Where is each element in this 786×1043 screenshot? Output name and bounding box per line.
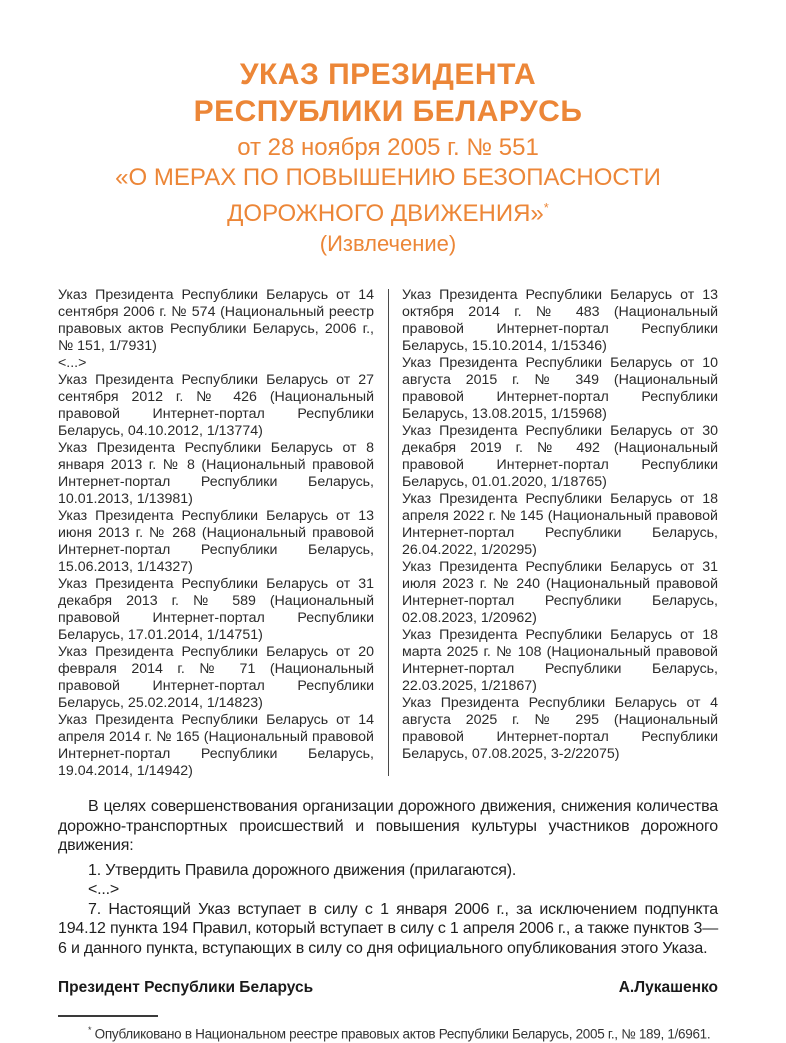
amendment-entry: Указ Президента Республики Беларусь от 18 марта 2025 г. № 108 (Национальный правовой Интернет-портал Республики Беларусь, 22.03.2025, 1/21867) [402, 627, 718, 694]
extraction-label: (Извлечение) [319, 231, 457, 256]
amendment-entry: Указ Президента Республики Беларусь от 30 декабря 2019 г. № 492 (Национальный правовой Интернет-портал Республики Беларусь, 01.01.2020, 1/18765) [402, 423, 718, 490]
amendment-entry: Указ Президента Республики Беларусь от 8 января 2013 г. № 8 (Национальный правовой Интернет-портал Республики Беларусь, 10.01.2013, 1/13981) [58, 440, 374, 507]
amendments-section [58, 287, 718, 780]
footnote-area [58, 1015, 718, 1043]
document-title-line1: УКАЗ ПРЕЗИДЕНТА [239, 58, 537, 91]
amendment-entry: Указ Президента Республики Беларусь от 13 октября 2014 г. № 483 (Национальный правовой Интернет-портал Республики Беларусь, 15.10.2014, 1/15346) [402, 287, 718, 354]
footnote-text-body: Опубликовано в Национальном реестре правовых актов Республики Беларусь, 2005 г., № 189, 1/6961. [94, 1026, 711, 1042]
signature-row [58, 979, 718, 997]
footnote-text-marker: * [88, 1025, 92, 1035]
amendment-entry: Указ Президента Республики Беларусь от 4 августа 2025 г. № 295 (Национальный правовой Интернет-портал Республики Беларусь, 07.08.2025, 3-2/22075) [402, 695, 718, 762]
amendment-entry: Указ Президента Республики Беларусь от 31 декабря 2013 г. № 589 (Национальный правовой Интернет-портал Республики Беларусь, 17.01.2014, 1/14751) [58, 576, 374, 643]
document-subject-line1: «О МЕРАХ ПО ПОВЫШЕНИЮ БЕЗОПАСНОСТИ [115, 164, 661, 191]
signature-title: Президент Республики Беларусь [58, 979, 314, 996]
omission-mark: <...> [58, 355, 87, 371]
footnote-marker: * [543, 200, 549, 215]
decree-body [58, 797, 718, 958]
body-paragraph: В целях совершенствования организации дорожного движения, снижения количества дорожно-транспортных происшествий и повышения культуры участников дорожного движения: [58, 798, 718, 854]
omission-mark: <...> [88, 881, 120, 898]
document-subject-text: ДОРОЖНОГО ДВИЖЕНИЯ» [227, 200, 544, 227]
amendment-entry: Указ Президента Республики Беларусь от 20 февраля 2014 г. № 71 (Национальный правовой Интернет-портал Республики Беларусь, 25.02.2014, 1/14823) [58, 644, 374, 711]
signature-name: А.Лукашенко [618, 979, 718, 996]
amendments-left-column [58, 287, 374, 780]
document-subject-line2 [58, 193, 718, 229]
body-paragraph: 1. Утвердить Правила дорожного движения (прилагаются). [88, 861, 517, 879]
amendment-entry: Указ Президента Республики Беларусь от 14 апреля 2014 г. № 165 (Национальный правовой Интернет-портал Республики Беларусь, 19.04.2014, 1/14942) [58, 712, 374, 779]
footnote-text [58, 1022, 718, 1043]
footnote-rule [58, 1015, 158, 1017]
document-date-number: от 28 ноября 2005 г. № 551 [237, 134, 539, 161]
document-title-line2: РЕСПУБЛИКИ БЕЛАРУСЬ [193, 95, 583, 128]
amendments-right-column [402, 287, 718, 780]
amendment-entry: Указ Президента Республики Беларусь от 14 сентября 2006 г. № 574 (Национальный реестр правовых актов Республики Беларусь, 2006 г., № 151, 1/7931) [58, 287, 374, 354]
body-paragraph: 7. Настоящий Указ вступает в силу с 1 января 2006 г., за исключением подпункта 194.12 пункта 194 Правил, который вступает в силу с 1 апреля 2006 г., а также пунктов 3—6 и данного пункта, вступающих в силу со дня официального опубликования этого Указа. [58, 900, 718, 957]
column-divider [388, 289, 389, 776]
amendment-entry: Указ Президента Республики Беларусь от 13 июня 2013 г. № 268 (Национальный правовой Интернет-портал Республики Беларусь, 15.06.2013, 1/14327) [58, 508, 374, 575]
amendment-entry: Указ Президента Республики Беларусь от 18 апреля 2022 г. № 145 (Национальный правовой Интернет-портал Республики Беларусь, 26.04.2022, 1/20295) [402, 491, 718, 558]
amendment-entry: Указ Президента Республики Беларусь от 31 июля 2023 г. № 240 (Национальный правовой Интернет-портал Республики Беларусь, 02.08.2023, 1/20962) [402, 559, 718, 626]
amendment-entry: Указ Президента Республики Беларусь от 10 августа 2015 г. № 349 (Национальный правовой Интернет-портал Республики Беларусь, 13.08.2015, 1/15968) [402, 355, 718, 422]
document-header [58, 56, 718, 259]
amendment-entry: Указ Президента Республики Беларусь от 27 сентября 2012 г. № 426 (Национальный правовой Интернет-портал Республики Беларусь, 04.10.2012, 1/13774) [58, 372, 374, 439]
